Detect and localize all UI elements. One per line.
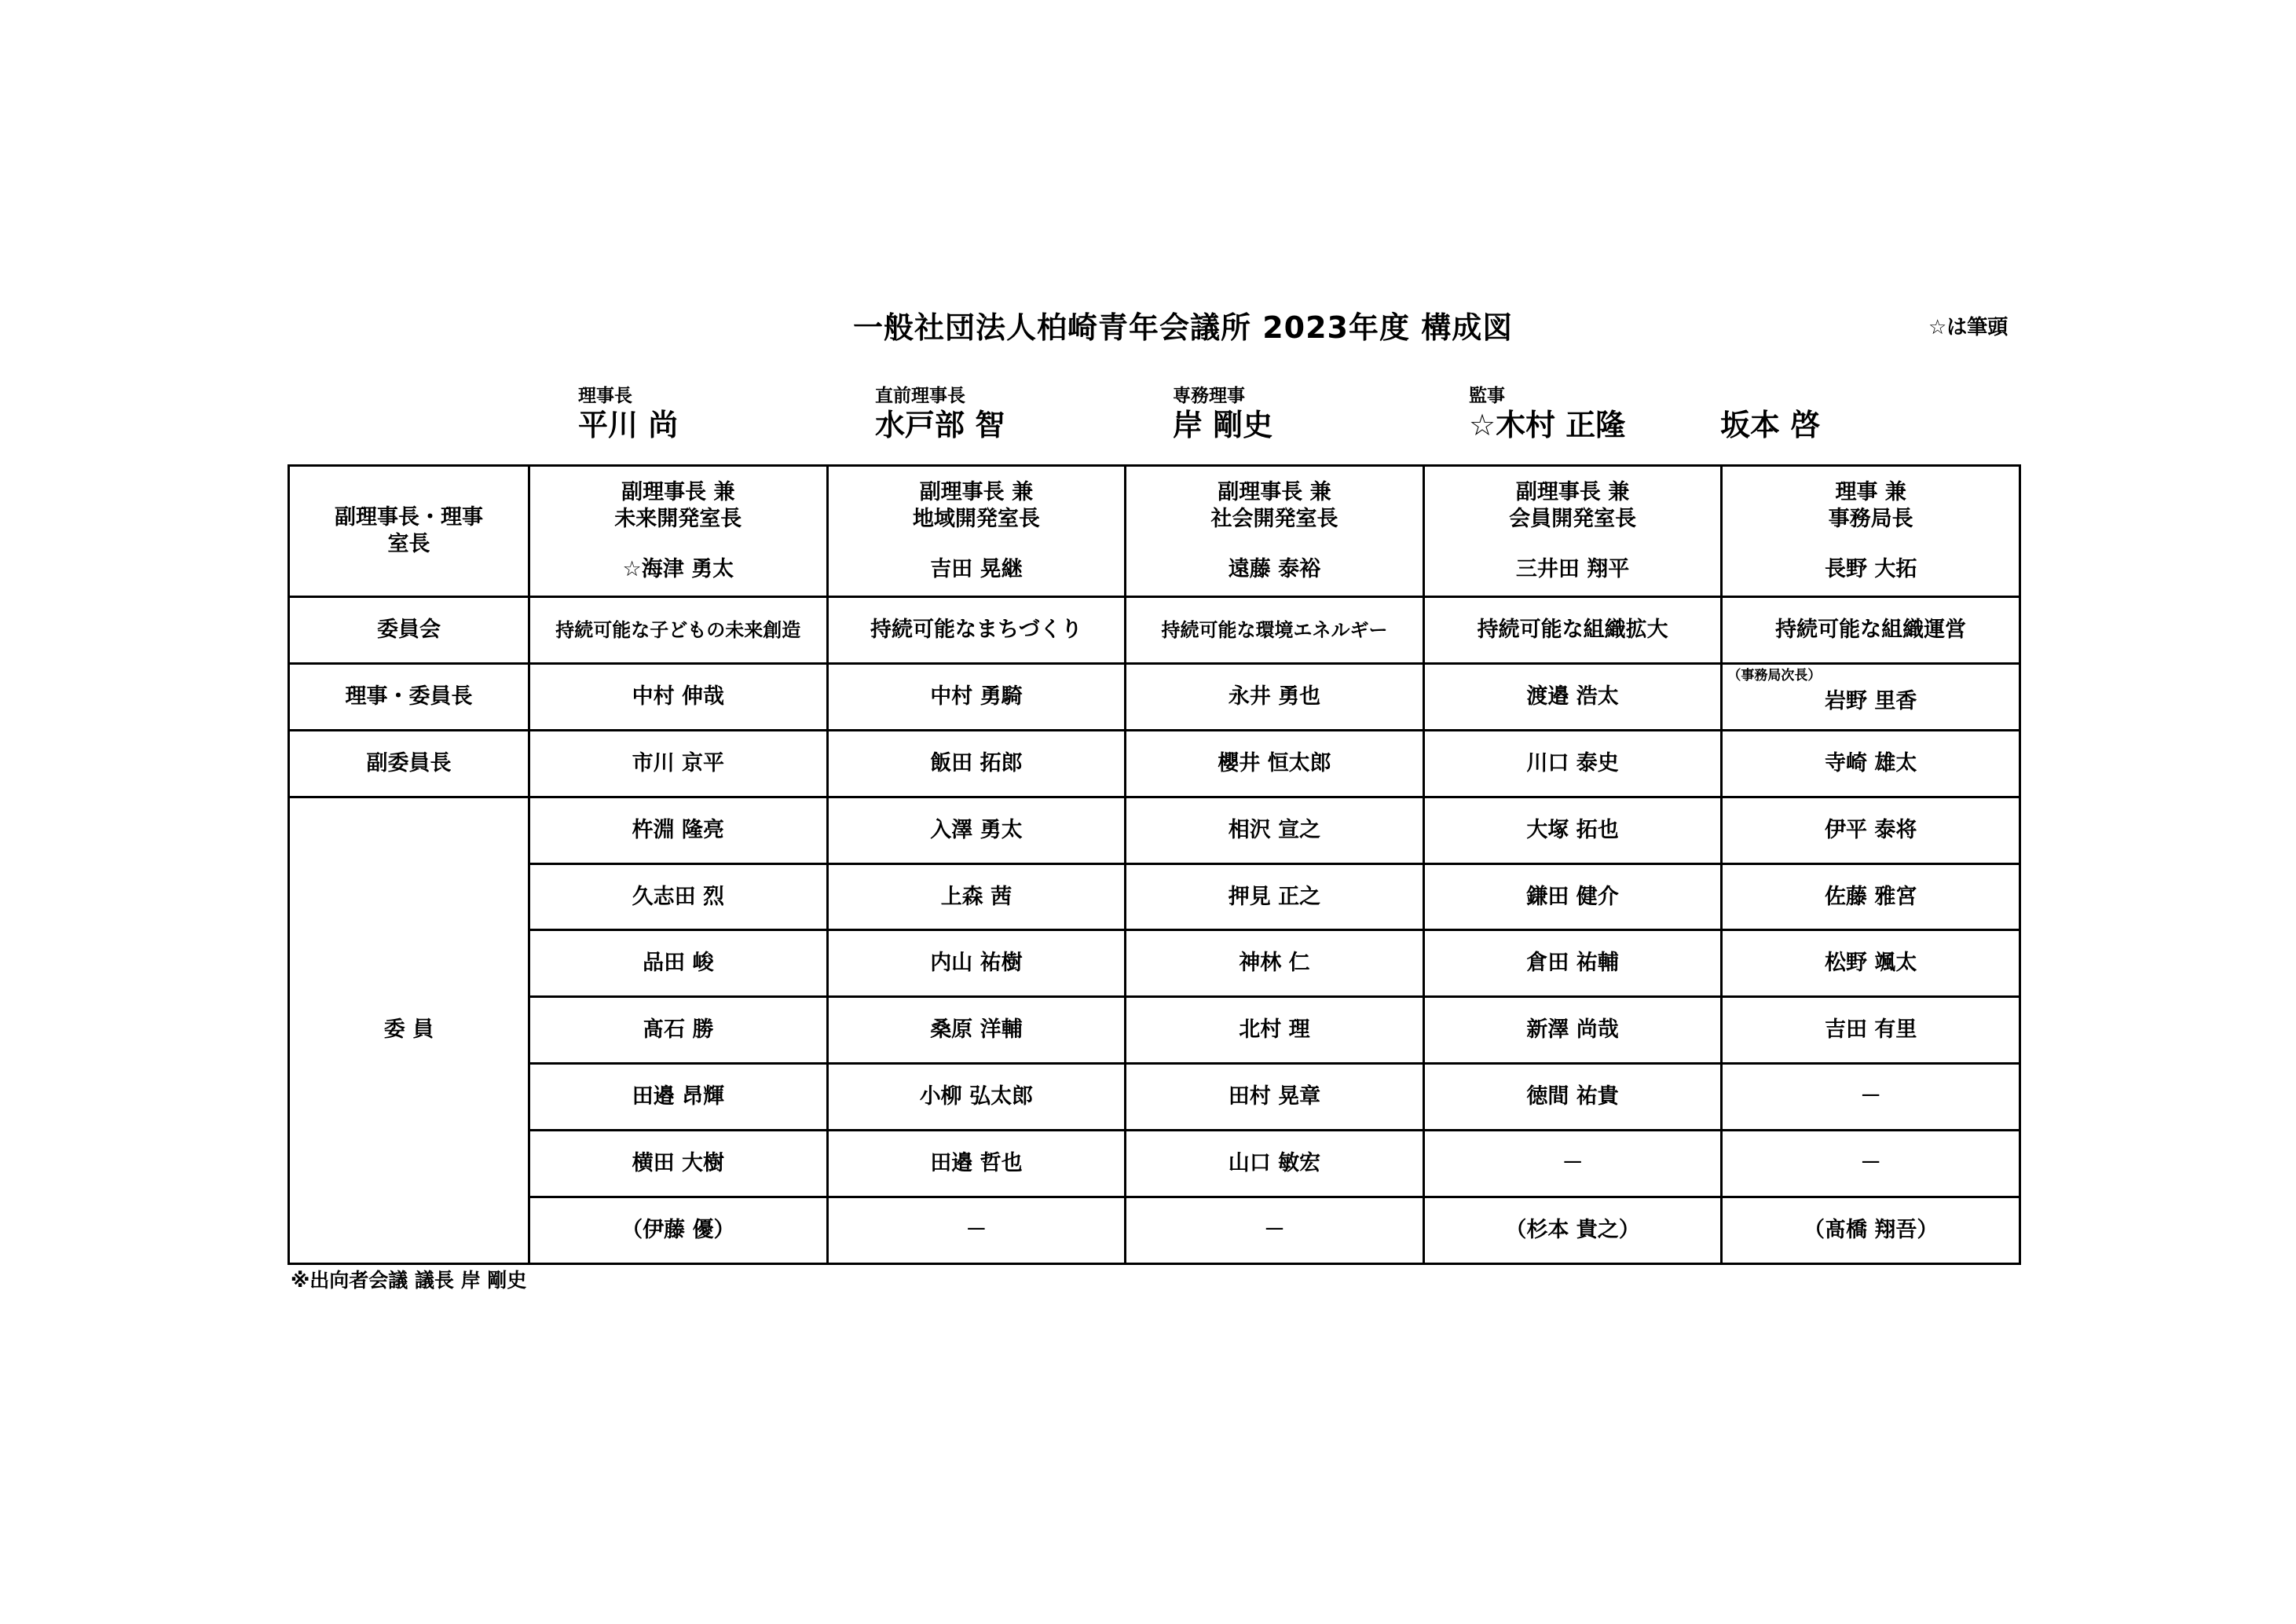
officer-executive-director	[1173, 385, 1273, 443]
member-name: 久志田 烈	[529, 863, 828, 930]
vice-title: 理事 兼	[1835, 480, 1906, 504]
member-name: 品田 峻	[529, 930, 828, 997]
vice-name: 三井田 翔平	[1515, 557, 1630, 581]
officer-role: 専務理事	[1173, 386, 1245, 406]
member-name: 田邉 哲也	[827, 1131, 1126, 1197]
member-row	[289, 997, 2020, 1064]
member-name: （髙橋 翔吾）	[1722, 1197, 2020, 1264]
vice-name: 長野 大拓	[1824, 557, 1917, 581]
row-header-committee: 委員会	[289, 597, 529, 664]
officer-role: 理事長	[578, 386, 632, 406]
director-name: 永井 勇也	[1126, 663, 1424, 730]
member-name: （杉本 貴之）	[1423, 1197, 1722, 1264]
committee-name: 持続可能な組織運営	[1722, 597, 2020, 664]
director-row	[289, 663, 2020, 730]
member-name: －	[1423, 1131, 1722, 1197]
vice-title: 副理事長 兼	[1218, 480, 1331, 504]
member-name: －	[1722, 1131, 2020, 1197]
member-name: 山口 敏宏	[1126, 1131, 1424, 1197]
vice-committee-name: 寺崎 雄太	[1722, 730, 2020, 797]
committee-name: 持続可能な組織拡大	[1423, 597, 1722, 664]
vice-title: 会員開発室長	[1509, 507, 1637, 531]
officer-role: 直前理事長	[875, 386, 965, 406]
member-row	[289, 863, 2020, 930]
member-name: －	[1126, 1197, 1424, 1264]
member-name: 杵淵 隆亮	[529, 797, 828, 863]
committee-name: 持続可能な子どもの未来創造	[529, 597, 828, 664]
director-name-cell	[1722, 663, 2020, 730]
member-name: 小柳 弘太郎	[827, 1064, 1126, 1131]
vice-title: 事務局長	[1828, 507, 1913, 531]
star-legend-note: ☆は筆頭	[1928, 316, 2009, 339]
vice-chair-cell	[1126, 466, 1424, 597]
officer-president	[578, 385, 678, 443]
member-name: 北村 理	[1126, 997, 1424, 1064]
row-header-vice-committee: 副委員長	[289, 730, 529, 797]
member-name: 田村 晃章	[1126, 1064, 1424, 1131]
vice-chair-cell	[529, 466, 828, 597]
member-row	[289, 1197, 2020, 1264]
member-name: 伊平 泰将	[1722, 797, 2020, 863]
member-name: 鎌田 健介	[1423, 863, 1722, 930]
member-name: 新澤 尚哉	[1423, 997, 1722, 1064]
member-name: 横田 大樹	[529, 1131, 828, 1197]
member-name: 田邉 昂輝	[529, 1064, 828, 1131]
member-name: 桑原 洋輔	[827, 997, 1126, 1064]
member-name: 内山 祐樹	[827, 930, 1126, 997]
officer-auditor	[1469, 385, 1625, 443]
vice-committee-name: 飯田 拓郎	[827, 730, 1126, 797]
member-row	[289, 1131, 2020, 1197]
vice-title: 社会開発室長	[1210, 507, 1338, 531]
member-name: 相沢 宣之	[1126, 797, 1424, 863]
member-row	[289, 797, 2020, 863]
vice-chair-row	[289, 466, 2020, 597]
member-name: 佐藤 雅宮	[1722, 863, 2020, 930]
director-name: 岩野 里香	[1824, 688, 1917, 713]
vice-committee-row	[289, 730, 2020, 797]
vice-chair-cell	[1423, 466, 1722, 597]
officer-role: 監事	[1469, 386, 1505, 406]
member-name: 上森 茜	[827, 863, 1126, 930]
organization-table	[287, 464, 2021, 1265]
committee-name: 持続可能な環境エネルギー	[1126, 597, 1424, 664]
member-name: 徳間 祐貴	[1423, 1064, 1722, 1131]
member-row	[289, 1064, 2020, 1131]
officer-auditor-second: 坂本 啓	[1720, 408, 1821, 442]
officer-name: ☆木村 正隆	[1469, 408, 1626, 442]
director-name: 中村 伸哉	[529, 663, 828, 730]
committee-row	[289, 597, 2020, 664]
member-name: 松野 颯太	[1722, 930, 2020, 997]
vice-chair-cell	[827, 466, 1126, 597]
member-name: 神林 仁	[1126, 930, 1424, 997]
vice-name: 吉田 晃継	[930, 557, 1023, 581]
member-name: －	[1722, 1064, 2020, 1131]
row-header-director: 理事・委員長	[289, 663, 529, 730]
vice-title: 副理事長 兼	[919, 480, 1034, 504]
officer-name: 岸 剛史	[1173, 408, 1273, 442]
row-header-vice-chair	[289, 466, 529, 597]
vice-title: 副理事長 兼	[621, 480, 735, 504]
member-name: 押見 正之	[1126, 863, 1424, 930]
vice-committee-name: 市川 京平	[529, 730, 828, 797]
vice-title: 未来開発室長	[614, 507, 742, 531]
member-name: 吉田 有里	[1722, 997, 2020, 1064]
page-title: 一般社団法人柏崎青年会議所 2023年度 構成図	[853, 310, 1514, 345]
vice-committee-name: 櫻井 恒太郎	[1126, 730, 1424, 797]
officer-name: 平川 尚	[578, 408, 679, 442]
member-name: 大塚 拓也	[1423, 797, 1722, 863]
member-name: 倉田 祐輔	[1423, 930, 1722, 997]
vice-chair-cell	[1722, 466, 2020, 597]
member-row	[289, 930, 2020, 997]
director-name: 渡邉 浩太	[1423, 663, 1722, 730]
vice-title: 副理事長 兼	[1515, 480, 1630, 504]
member-name: 入澤 勇太	[827, 797, 1126, 863]
director-sub-title: （事務局次長）	[1727, 667, 1822, 684]
officer-name: 水戸部 智	[875, 408, 1005, 442]
member-name: 髙石 勝	[529, 997, 828, 1064]
row-header-line: 室長	[387, 532, 430, 556]
officer-past-president	[875, 385, 1005, 443]
footnote: ※出向者会議 議長 岸 剛史	[291, 1269, 527, 1292]
row-header-members: 委 員	[289, 797, 529, 1263]
vice-name: ☆海津 勇太	[622, 557, 734, 581]
committee-name: 持続可能なまちづくり	[827, 597, 1126, 664]
member-name: －	[827, 1197, 1126, 1264]
member-name: （伊藤 優）	[529, 1197, 828, 1264]
vice-name: 遠藤 泰裕	[1228, 557, 1321, 581]
director-name: 中村 勇騎	[827, 663, 1126, 730]
row-header-line: 副理事長・理事	[335, 505, 483, 530]
vice-title: 地域開発室長	[912, 507, 1040, 531]
vice-committee-name: 川口 泰史	[1423, 730, 1722, 797]
